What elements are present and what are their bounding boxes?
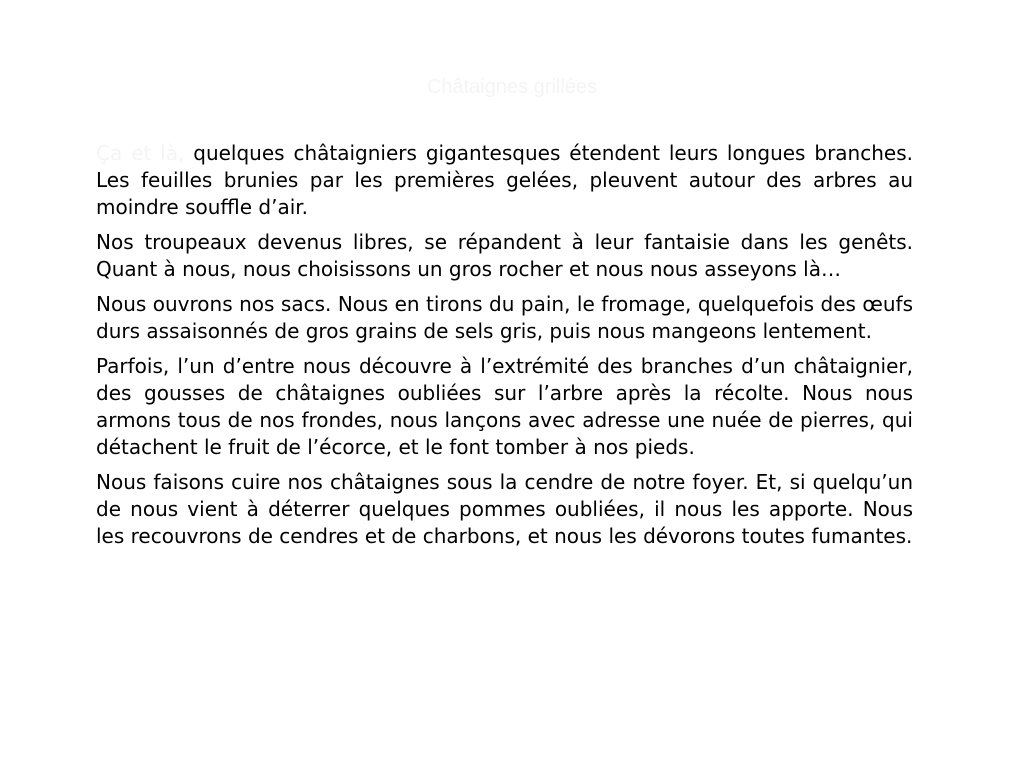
paragraph-1 [96, 140, 913, 221]
paragraph-5: Nous faisons cuire nos châtaignes sous la cendre de notre foyer. Et, si quelqu’un de nous vient à déterrer quelques pommes oubliées, il nous les apporte. Nous les recouvrons de cendres et de charbons, et nous les dévorons toutes fumantes. [96, 470, 913, 548]
paragraph-3: Nous ouvrons nos sacs. Nous en tirons du pain, le fromage, quelquefois des œufs durs assaisonnés de gros grains de sels gris, puis nous mangeons lentement. [96, 292, 913, 343]
slide-title: Châtaignes grillées [426, 76, 598, 98]
paragraph-1-text: quelques châtaigniers gigantesques étendent leurs longues branches. Les feuilles brunies par les premières gelées, pleuvent autour des arbres au moindre souffle d’air. [96, 141, 913, 219]
paragraph-1-lead: Ça et là, [96, 141, 185, 165]
paragraph-2: Nos troupeaux devenus libres, se répandent à leur fantaisie dans les genêts. Quant à nous, nous choisissons un gros rocher et nous nous asseyons là… [96, 230, 913, 281]
slide-body [96, 140, 913, 558]
paragraph-4: Parfois, l’un d’entre nous découvre à l’extrémité des branches d’un châtaignier, des gousses de châtaignes oubliées sur l’arbre après la récolte. Nous nous armons tous de nos frondes, nous lançons avec adresse une nuée de pierres, qui détachent le fruit de l’écorce, et le font tomber à nos pieds. [96, 354, 913, 459]
